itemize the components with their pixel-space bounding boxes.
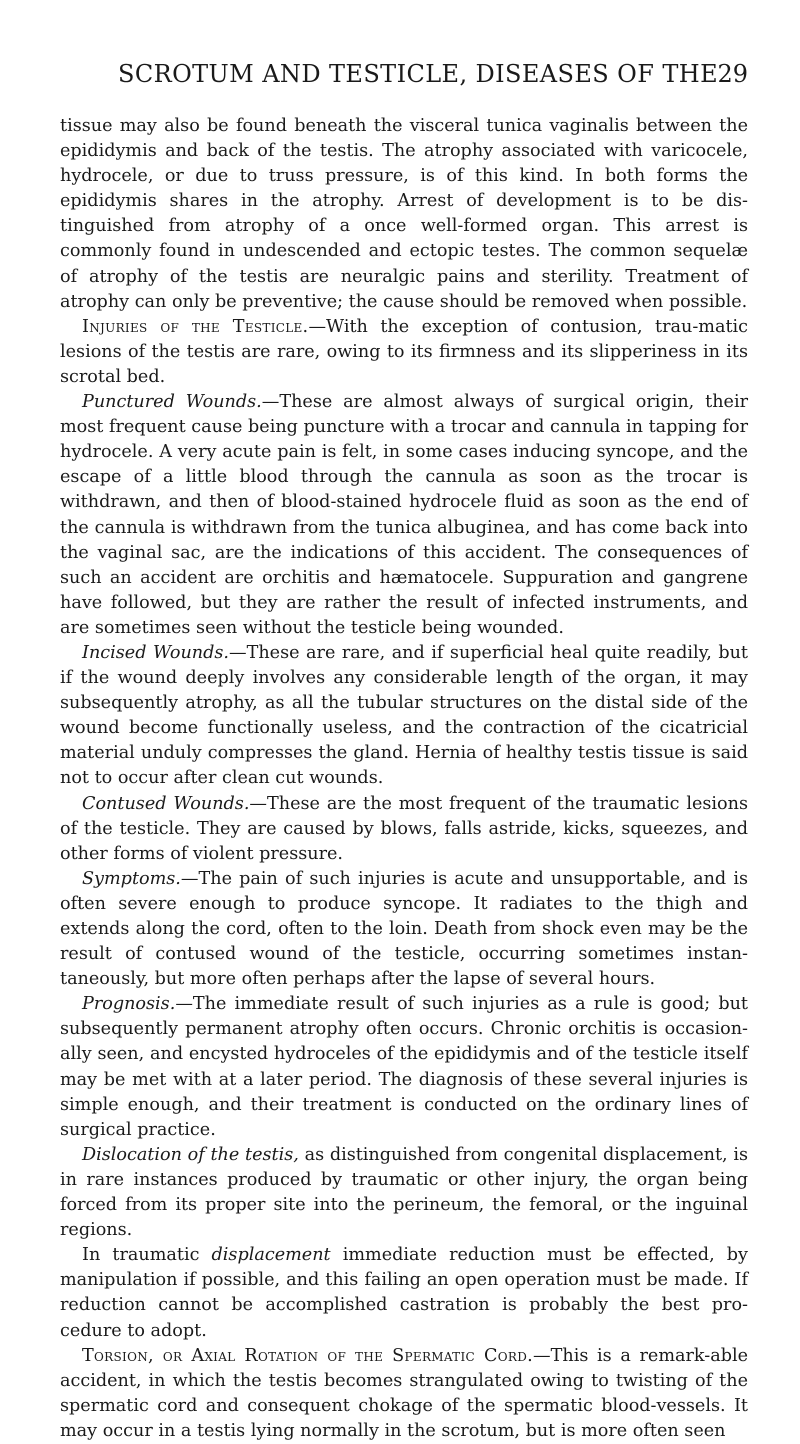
section-heading-torsion: Torsion, or Axial Rotation of the Spermatic Cord. — [82, 1345, 534, 1366]
emphasis-displacement: displacement — [211, 1245, 331, 1266]
subheading-symptoms: Symptoms. — [82, 868, 181, 889]
paragraph-dislocation: Dislocation of the testis, as distinguished from congenital displacement, is in rare instances produced by traumatic or other injury, the organ being forced from its proper site into the perineum, the femoral, or the inguinal regions. — [60, 1144, 749, 1241]
paragraph-contused-wounds: Contused Wounds.—These are the most frequent of the traumatic lesions of the testicle. They are caused by blows, falls astride, kicks, squeezes, and other forms of violent pressure. — [60, 793, 748, 864]
subheading-punctured-wounds: Punctured Wounds. — [82, 392, 262, 413]
page-number: 29 — [717, 60, 748, 88]
section-heading-injuries: Injuries of the Testicle. — [82, 316, 309, 337]
paragraph-atrophy-cont: tissue may also be found beneath the visceral tunica vaginalis between the epididymis and back of the testis. The atrophy associated with varicocele, hydrocele, or due to truss pressure, is of this kind. In both forms the epididymis shares in the atrophy. Arrest of development is to be dis-tinguished from atrophy of a once well-formed organ. This arrest is commonly found in undescended and ectopic testes. The common sequelæ of atrophy of the testis are neuralgic pains and sterility. Treatment of atrophy can only be preventive; the cause should be removed when possible. — [60, 116, 748, 312]
paragraph-displacement: In traumatic displacement immediate reduction must be effected, by manipulation if possible, and this failing an open operation must be made. If reduction cannot be accomplished castration is probably the best pro-cedure to adopt. — [60, 1245, 748, 1341]
paragraph-symptoms: Symptoms.—The pain of such injuries is acute and unsupportable, and is often severe enough to produce syncope. It radiates to the thigh and extends along the cord, often to the loin. Death from shock even may be the result of contused wound of the testicle, occurring sometimes instan-taneously, but more often perhaps after the lapse of several hours. — [60, 868, 748, 990]
subheading-dislocation: Dislocation of the testis, — [82, 1144, 299, 1165]
subheading-contused-wounds: Contused Wounds. — [82, 793, 250, 814]
page-body — [60, 114, 748, 1444]
paragraph-torsion: Torsion, or Axial Rotation of the Spermatic Cord.—This is a remark-able accident, in which the testis becomes strangulated owing to twisting of the spermatic cord and consequent chokage of the spermatic blood-vessels. It may occur in a testis lying normally in the scrotum, but is more often seen — [60, 1345, 749, 1441]
paragraph-incised-wounds: Incised Wounds.—These are rare, and if superficial heal quite readily, but if the wound deeply involves any considerable length of the organ, it may subsequently atrophy, as all the tubular structures on the distal side of the wound become functionally useless, and the contraction of the cicatricial material unduly compresses the gland. Hernia of healthy testis tissue is said not to occur after clean cut wounds. — [60, 642, 749, 789]
paragraph-prognosis: Prognosis.—The immediate result of such injuries as a rule is good; but subsequently permanent atrophy often occurs. Chronic orchitis is occasion-ally seen, and encysted hydroceles of the epididymis and of the testicle itself may be met with at a later period. The diagnosis of these several injuries is simple enough, and their treatment is conducted on the ordinary lines of surgical practice. — [60, 994, 748, 1140]
subheading-prognosis: Prognosis. — [82, 994, 176, 1015]
paragraph-injuries: Injuries of the Testicle.—With the exception of contusion, trau-matic lesions of the testis are rare, owing to its firmness and its slipperiness in its scrotal bed. — [60, 316, 749, 387]
subheading-incised-wounds: Incised Wounds. — [82, 642, 230, 663]
running-head: SCROTUM AND TESTICLE, DISEASES OF THE — [118, 60, 718, 88]
paragraph-punctured-wounds: Punctured Wounds.—These are almost always of surgical origin, their most frequent cause being puncture with a trocar and cannula in tapping for hydrocele. A very acute pain is felt, in some cases inducing syncope, and the escape of a little blood through the cannula as soon as the trocar is withdrawn, and then of blood-stained hydrocele fluid as soon as the end of the cannula is withdrawn from the tunica albuginea, and has come back into the vaginal sac, are the indications of this accident. The consequences of such an accident are orchitis and hæmatocele. Suppuration and gangrene have followed, but they are rather the result of infected instruments, and are sometimes seen without the testicle being wounded. — [60, 392, 748, 638]
